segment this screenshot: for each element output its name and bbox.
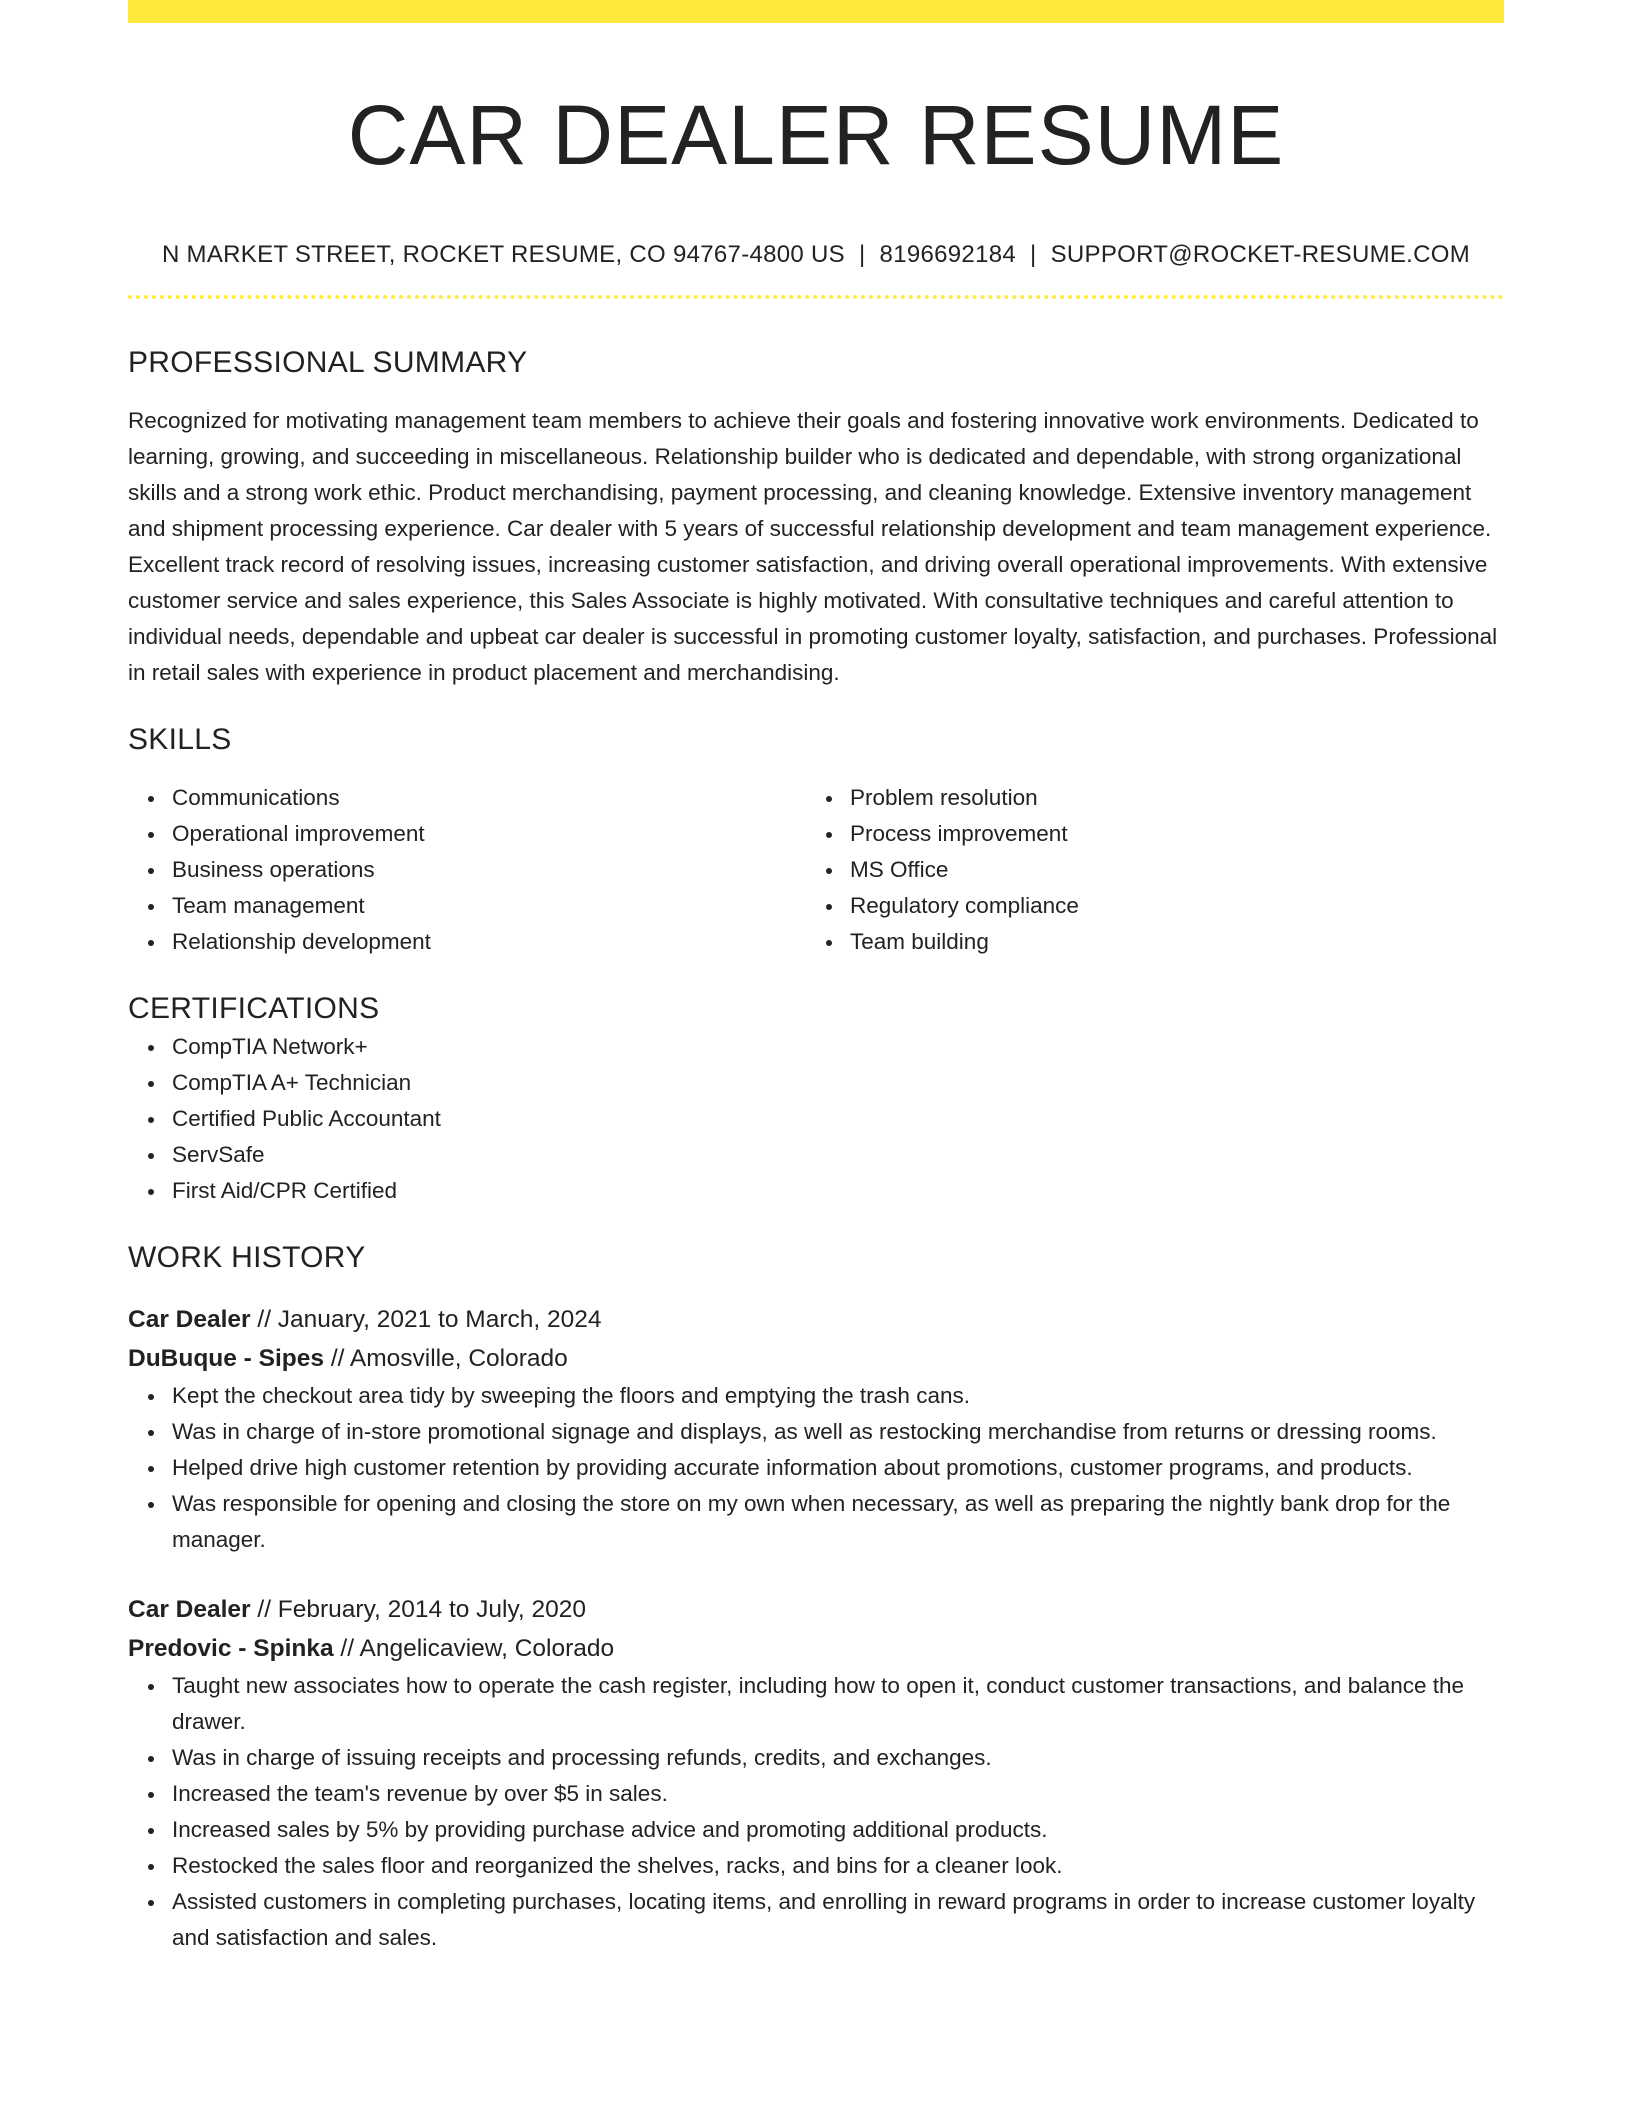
job-bullet: Restocked the sales floor and reorganized the shelves, racks, and bins for a cleaner look. — [172, 1848, 1504, 1884]
contact-email[interactable]: SUPPORT@ROCKET-RESUME.COM — [1050, 241, 1471, 268]
contact-address: N MARKET STREET, ROCKET RESUME, CO 94767-4800 US — [161, 241, 845, 268]
dotted-divider — [128, 295, 1504, 299]
job-entry — [128, 1300, 1504, 1558]
summary-heading: PROFESSIONAL SUMMARY — [128, 346, 528, 379]
contact-separator: | — [1030, 241, 1037, 268]
top-accent-bar — [128, 0, 1504, 23]
resume-title: CAR DEALER RESUME — [347, 88, 1285, 182]
work-history-heading: WORK HISTORY — [128, 1241, 366, 1274]
contact-separator: | — [859, 241, 866, 268]
contact-phone[interactable]: 8196692184 — [879, 241, 1017, 268]
skill-item: Team management — [172, 888, 806, 924]
job-location: // Angelicaview, Colorado — [333, 1635, 615, 1662]
job-location: // Amosville, Colorado — [324, 1345, 568, 1372]
job-bullet: Assisted customers in completing purchases, locating items, and enrolling in reward programs in order to increase customer loyalty and satisfaction and sales. — [172, 1884, 1504, 1956]
skill-item: Regulatory compliance — [850, 888, 1484, 924]
job-bullet: Taught new associates how to operate the cash register, including how to open it, conduct customer transactions, and balance the drawer. — [172, 1668, 1504, 1740]
job-role-line — [128, 1590, 1504, 1629]
skill-item: Process improvement — [850, 816, 1484, 852]
skill-item: Business operations — [172, 852, 806, 888]
certification-item: CompTIA A+ Technician — [172, 1065, 1504, 1101]
job-role: Car Dealer — [128, 1596, 251, 1623]
job-company: DuBuque - Sipes — [128, 1345, 325, 1372]
skill-item: Problem resolution — [850, 780, 1484, 816]
job-role-line — [128, 1300, 1504, 1339]
certification-item: First Aid/CPR Certified — [172, 1173, 1504, 1209]
job-dates: // February, 2014 to July, 2020 — [250, 1596, 587, 1623]
job-entry — [128, 1590, 1504, 1956]
job-bullet: Increased sales by 5% by providing purchase advice and promoting additional products. — [172, 1812, 1504, 1848]
job-dates: // January, 2021 to March, 2024 — [250, 1306, 602, 1333]
job-bullet: Helped drive high customer retention by providing accurate information about promotions, customer programs, and products. — [172, 1450, 1504, 1486]
job-bullet: Kept the checkout area tidy by sweeping the floors and emptying the trash cans. — [172, 1378, 1504, 1414]
contact-line — [128, 239, 1504, 271]
job-company-line — [128, 1629, 1504, 1668]
job-company-line — [128, 1339, 1504, 1378]
skill-item: MS Office — [850, 852, 1484, 888]
job-company: Predovic - Spinka — [128, 1635, 334, 1662]
certification-item: Certified Public Accountant — [172, 1101, 1504, 1137]
skill-item: Relationship development — [172, 924, 806, 960]
resume-page — [128, 0, 1504, 1956]
certifications-list — [128, 1029, 1504, 1209]
skills-heading: SKILLS — [128, 723, 232, 756]
skill-item: Team building — [850, 924, 1484, 960]
job-bullet: Increased the team's revenue by over $5 in sales. — [172, 1776, 1504, 1812]
job-bullets — [128, 1668, 1504, 1956]
job-bullet: Was in charge of in-store promotional signage and displays, as well as restocking merchandise from returns or dressing rooms. — [172, 1414, 1504, 1450]
skill-item: Communications — [172, 780, 806, 816]
certification-item: ServSafe — [172, 1137, 1504, 1173]
job-bullet: Was responsible for opening and closing the store on my own when necessary, as well as preparing the nightly bank drop for the manager. — [172, 1486, 1504, 1558]
job-role: Car Dealer — [128, 1306, 251, 1333]
job-bullet: Was in charge of issuing receipts and processing refunds, credits, and exchanges. — [172, 1740, 1504, 1776]
certification-item: CompTIA Network+ — [172, 1029, 1504, 1065]
certifications-heading: CERTIFICATIONS — [128, 992, 380, 1025]
skill-item: Operational improvement — [172, 816, 806, 852]
skills-columns — [128, 780, 1504, 960]
skills-column-left — [128, 780, 806, 960]
job-bullets — [128, 1378, 1504, 1558]
skills-column-right — [806, 780, 1484, 960]
summary-text: Recognized for motivating management team members to achieve their goals and fostering innovative work environments. Dedicated to learning, growing, and succeeding in miscellaneous. Relationship builder who is dedicated and dependable, with strong organizational skills and a strong work ethic. Product merchandising, payment processing, and cleaning knowledge. Extensive inventory management and shipment processing experience. Car dealer with 5 years of successful relationship development and team management experience. Excellent track record of resolving issues, increasing customer satisfaction, and driving overall operational improvements. With extensive customer service and sales experience, this Sales Associate is highly motivated. With consultative techniques and careful attention to individual needs, dependable and upbeat car dealer is successful in promoting customer loyalty, satisfaction, and purchases. Professional in retail sales with experience in product placement and merchandising. — [128, 408, 1498, 685]
